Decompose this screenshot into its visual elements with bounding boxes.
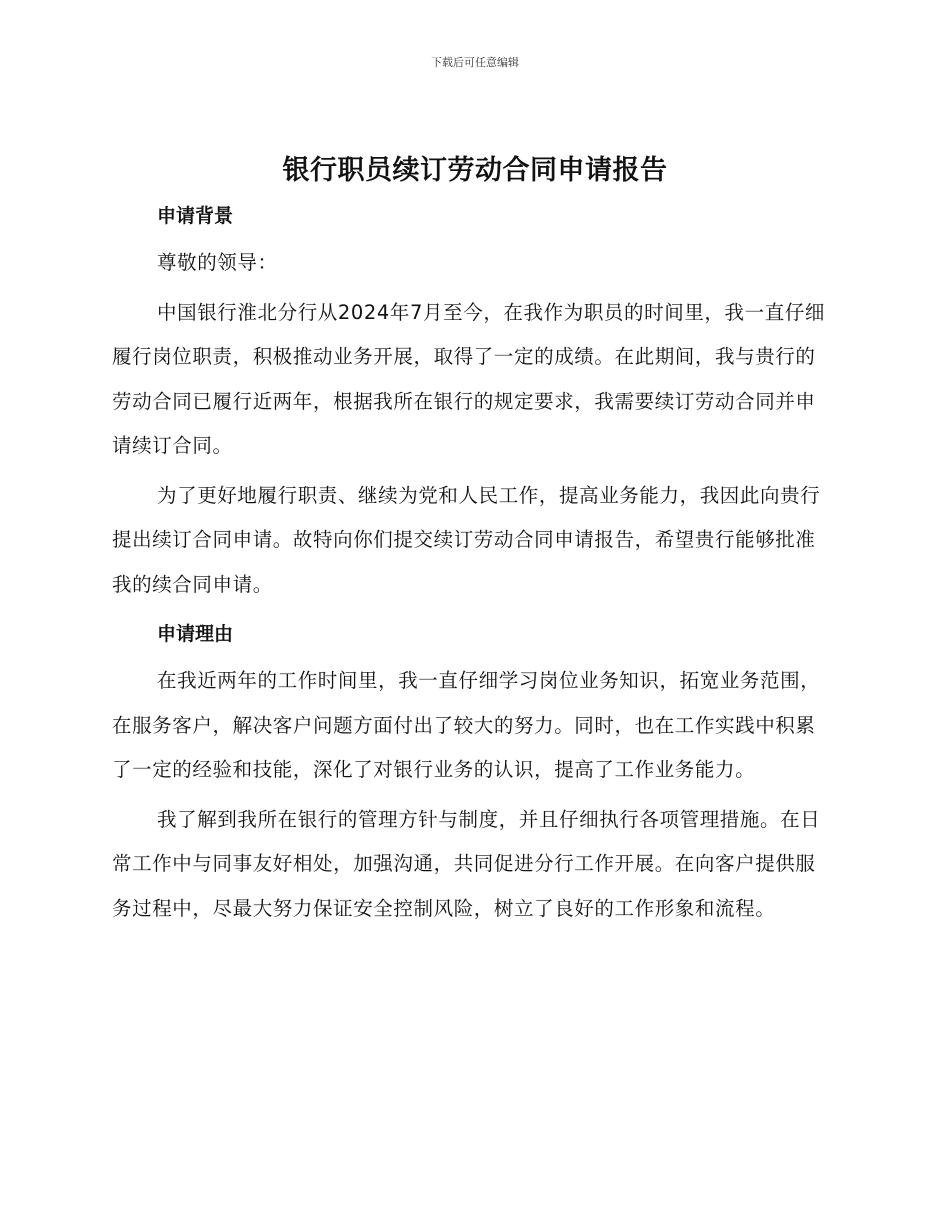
section-heading: 申请理由 [157, 623, 234, 645]
document-body [112, 194, 832, 936]
section-background [112, 194, 832, 607]
paragraph: 中国银行淮北分行从2024年7月至今，在我作为职员的时间里，我一直仔细履行岗位职责，积极推动业务开展，取得了一定的成绩。在此期间，我与贵行的劳动合同已履行近两年，根据我所在银行的规定要求，我需要续订劳动合同并申请续订合同。 [112, 300, 826, 457]
section-heading: 申请背景 [157, 205, 234, 227]
header-note: 下载后可任意编辑 [431, 56, 519, 69]
salutation: 尊敬的领导： [157, 251, 278, 274]
paragraph: 我了解到我所在银行的管理方针与制度，并且仔细执行各项管理措施。在日常工作中与同事友好相处，加强沟通，共同促进分行工作开展。在向客户提供服务过程中，尽最大努力保证安全控制风险，树立了良好的工作形象和流程。 [112, 807, 821, 920]
document-title: 银行职员续订劳动合同申请报告 [282, 155, 668, 186]
section-reasons [112, 612, 832, 931]
paragraph: 在我近两年的工作时间里，我一直仔细学习岗位业务知识，拓宽业务范围，在服务客户，解决客户问题方面付出了较大的努力。同时，也在工作实践中积累了一定的经验和技能，深化了对银行业务的认识，提高了工作业务能力。 [112, 669, 821, 781]
paragraph: 为了更好地履行职责、继续为党和人民工作，提高业务能力，我因此向贵行提出续订合同申请。故特向你们提交续订劳动合同申请报告，希望贵行能够批准我的续合同申请。 [112, 483, 821, 596]
